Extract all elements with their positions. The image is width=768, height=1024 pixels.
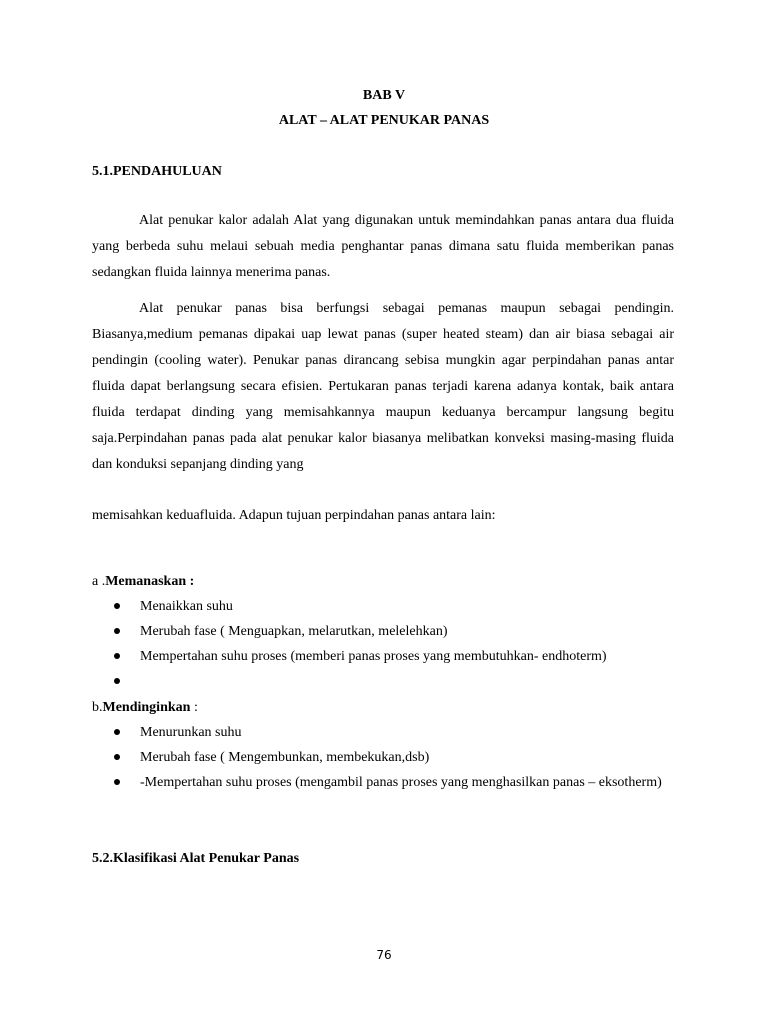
bullet-icon bbox=[114, 653, 120, 659]
list-item bbox=[92, 644, 674, 669]
group-title: Memanaskan : bbox=[105, 574, 195, 589]
paragraph-continuation: memisahkan keduafluida. Adapun tujuan perpindahan panas antara lain: bbox=[92, 508, 496, 523]
bullet-icon bbox=[114, 678, 120, 684]
group-suffix: : bbox=[190, 700, 198, 715]
bullet-list-mendinginkan bbox=[92, 720, 674, 795]
list-item bbox=[92, 745, 674, 770]
section-heading-klasifikasi: 5.2.Klasifikasi Alat Penukar Panas bbox=[92, 851, 300, 866]
bullet-icon bbox=[114, 729, 120, 735]
bullet-icon bbox=[114, 628, 120, 634]
bullet-icon bbox=[114, 754, 120, 760]
list-item bbox=[92, 594, 674, 619]
group-label-mendinginkan bbox=[92, 700, 198, 716]
paragraph-definition: Alat penukar kalor adalah Alat yang digunakan untuk memindahkan panas antara dua fluida yang berbeda suhu melaui sebuah media penghantar panas dimana satu fluida memberikan panas sedangkan fluida lainnya menerima panas. bbox=[92, 213, 674, 280]
bullet-icon bbox=[114, 779, 120, 785]
page-number: 76 bbox=[376, 948, 392, 962]
group-title: Mendinginkan bbox=[102, 700, 191, 715]
list-item-text: Merubah fase ( Menguapkan, melarutkan, melelehkan) bbox=[140, 624, 448, 639]
chapter-title: ALAT – ALAT PENUKAR PANAS bbox=[278, 113, 490, 128]
bullet-icon bbox=[114, 603, 120, 609]
group-prefix: a . bbox=[92, 574, 106, 589]
list-item-text: Merubah fase ( Mengembunkan, membekukan,dsb) bbox=[140, 750, 430, 765]
group-label-memanaskan bbox=[92, 574, 194, 590]
list-item-text: Mempertahan suhu proses (memberi panas proses yang membutuhkan- endhoterm) bbox=[140, 649, 607, 664]
list-item-empty bbox=[92, 669, 674, 694]
bullet-list-memanaskan bbox=[92, 594, 674, 694]
list-item-text: -Mempertahan suhu proses (mengambil panas proses yang menghasilkan panas – eksotherm) bbox=[140, 775, 662, 790]
list-item-text: Menurunkan suhu bbox=[140, 725, 242, 740]
paragraph-function: Alat penukar panas bisa berfungsi sebagai pemanas maupun sebagai pendingin. Biasanya,medium pemanas dipakai uap lewat panas (super heated steam) dan air biasa sebagai air pendingin (cooling water). Penukar panas dirancang sebisa mungkin agar perpindahan panas antar fluida dapat berlangsung secara efisien. Pertukaran panas terjadi karena adanya kontak, baik antara fluida terdapat dinding yang memisahkannya maupun keduanya bercampur langsung begitu saja.Perpindahan panas pada alat penukar kalor biasanya melibatkan konveksi masing-masing fluida dan konduksi sepanjang dinding yang bbox=[92, 301, 674, 472]
list-item-text bbox=[140, 674, 144, 689]
section-heading-pendahuluan: 5.1.PENDAHULUAN bbox=[92, 164, 222, 179]
list-item-text: Menaikkan suhu bbox=[140, 599, 233, 614]
list-item bbox=[92, 619, 674, 644]
chapter-number: BAB V bbox=[362, 88, 406, 103]
list-item bbox=[92, 720, 674, 745]
list-item bbox=[92, 770, 674, 795]
group-prefix: b. bbox=[92, 700, 103, 715]
